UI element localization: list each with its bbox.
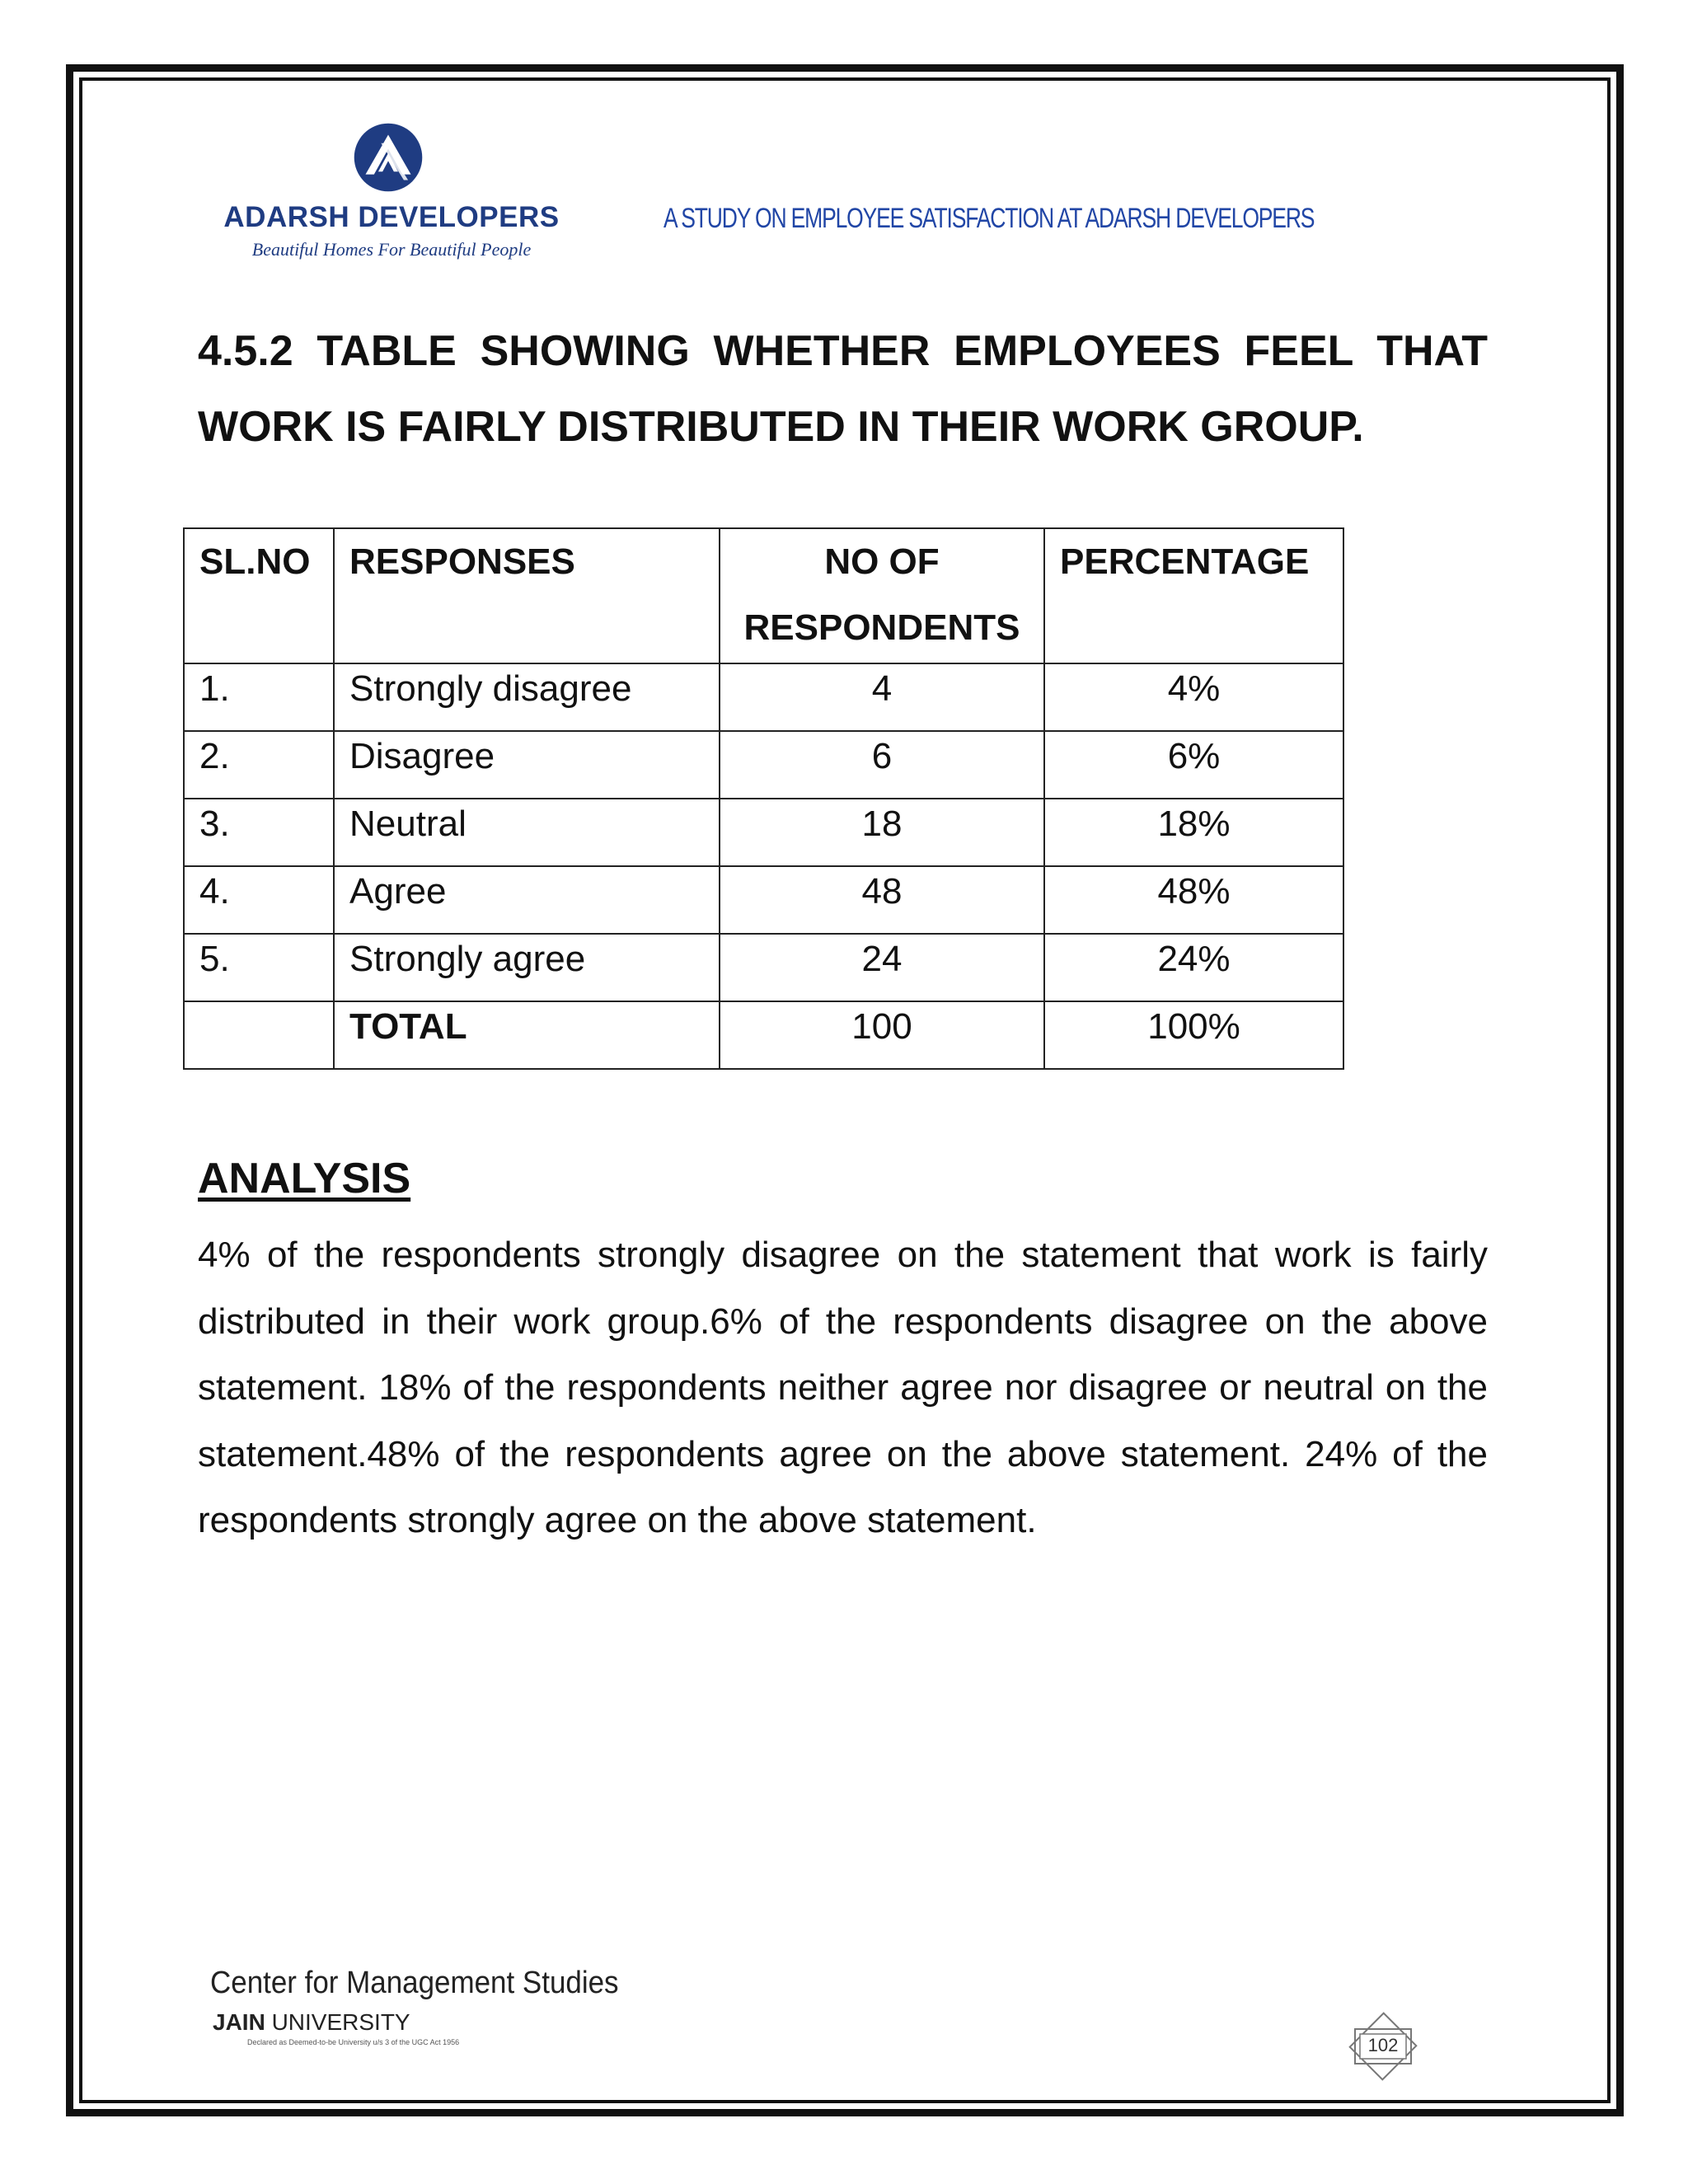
cell-response: Disagree: [334, 731, 720, 799]
cell-count: 48: [720, 866, 1044, 934]
cell-percentage: 18%: [1044, 799, 1343, 866]
brand-tagline: Beautiful Homes For Beautiful People: [251, 239, 532, 260]
cell-count: 24: [720, 934, 1044, 1001]
cell-count: 18: [720, 799, 1044, 866]
analysis-heading: ANALYSIS: [198, 1155, 411, 1202]
responses-table: [183, 527, 1344, 1070]
cell-slno: 4.: [184, 866, 334, 934]
cell-count: 4: [720, 663, 1044, 731]
analysis-paragraph: 4% of the respondents strongly disagree on the statement that work is fairly distributed in their work group.6% of the respondents disagree on the above statement. 18% of the respondents neither agree nor disagree or neutral on the statement.48% of the respondents agree on the above statement. 24% of the respondents strongly agree on the above statement.: [198, 1235, 1488, 1540]
table-row: [184, 799, 1343, 866]
cell-total-count: 100: [720, 1001, 1044, 1069]
cell-response: Strongly disagree: [334, 663, 720, 731]
brand-name: ADARSH DEVELOPERS: [223, 201, 560, 233]
header-responses: RESPONSES: [334, 528, 720, 663]
page-title: 4.5.2 TABLE SHOWING WHETHER EMPLOYEES FEEL THAT WORK IS FAIRLY DISTRIBUTED IN THEIR WORK GROUP.: [198, 327, 1488, 451]
table-header-row: [184, 528, 1343, 663]
cell-response: Neutral: [334, 799, 720, 866]
footer-university-note: Declared as Deemed-to-be University u/s 3 of the UGC Act 1956: [247, 2038, 460, 2046]
footer-university: [213, 2009, 410, 2036]
header-slno: SL.NO: [184, 528, 334, 663]
cell-total-label: TOTAL: [334, 1001, 720, 1069]
header-respondents-line1: NO OF: [824, 541, 940, 582]
cell-response: Strongly agree: [334, 934, 720, 1001]
table-row: [184, 663, 1343, 731]
cell-slno: 5.: [184, 934, 334, 1001]
cell-slno: 1.: [184, 663, 334, 731]
cell-count: 6: [720, 731, 1044, 799]
footer-center-name: Center for Management Studies: [210, 1966, 619, 2000]
header-respondents: [720, 528, 1044, 663]
cell-percentage: 6%: [1044, 731, 1343, 799]
table-total-row: [184, 1001, 1343, 1069]
cell-percentage: 48%: [1044, 866, 1343, 934]
header-percentage: PERCENTAGE: [1044, 528, 1343, 663]
table-row: [184, 731, 1343, 799]
cell-percentage: 4%: [1044, 663, 1343, 731]
footer-university-rest: UNIVERSITY: [265, 2009, 410, 2035]
table-row: [184, 934, 1343, 1001]
cell-response: Agree: [334, 866, 720, 934]
running-header: A STUDY ON EMPLOYEE SATISFACTION AT ADARSH DEVELOPERS: [663, 203, 1315, 234]
brand-logo-icon: [353, 122, 424, 193]
cell-slno: 2.: [184, 731, 334, 799]
page-number: 102: [1367, 2035, 1399, 2055]
table-row: [184, 866, 1343, 934]
footer-university-bold: JAIN: [213, 2009, 265, 2035]
cell-percentage: 24%: [1044, 934, 1343, 1001]
brand-logo: [223, 122, 560, 270]
cell-slno: 3.: [184, 799, 334, 866]
header-respondents-line2: RESPONDENTS: [743, 607, 1020, 648]
cell-slno-empty: [184, 1001, 334, 1069]
cell-total-percentage: 100%: [1044, 1001, 1343, 1069]
